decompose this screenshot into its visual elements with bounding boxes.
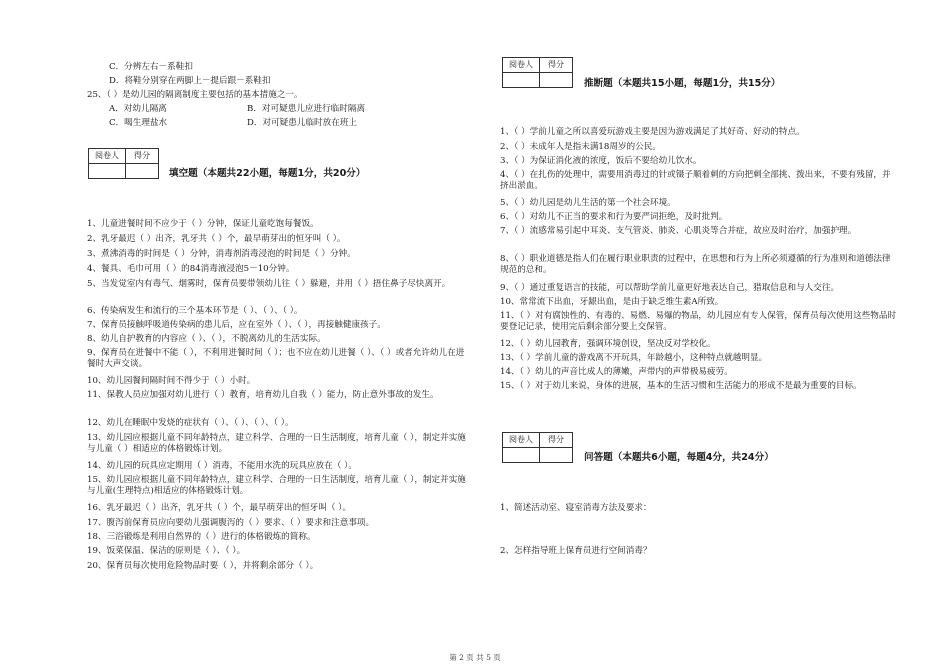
fill-question-3: 3、煮沸消毒的时间是（ ）分钟，消毒剂消毒浸泡的时间是（ ）分钟。 bbox=[87, 249, 356, 259]
question-25-option-b: B．对可疑患儿应进行临时隔离 bbox=[247, 104, 366, 114]
judge-question-15: 15、（ ）对于幼儿来说，身体的进展，基本的生活习惯和生活能力的形成不是最为重要的目标。 bbox=[500, 381, 862, 391]
reviewer-label: 阅卷人 bbox=[89, 149, 126, 164]
fill-question-5: 5、当发觉室内有毒气、烟雾时，保育员要带领幼儿往（ ）躲避，并用（ ）捂住鼻子尽快离开。 bbox=[87, 279, 451, 289]
judge-question-3: 3、（ ）为保证消化液的浓度，饭后不要给幼儿饮水。 bbox=[500, 156, 702, 166]
reviewer-cell bbox=[503, 73, 540, 88]
score-cell bbox=[540, 448, 573, 463]
judge-question-9: 9、（ ）通过重复语言的技能，可以帮助学前儿童更好地表达自己，猎取信息和与人交往。 bbox=[500, 283, 840, 293]
section-title-qa: 问答题（本题共6小题，每题4分，共24分） bbox=[584, 452, 774, 463]
score-box-qa bbox=[502, 432, 573, 463]
question-24-option-c: C．分辨左右－系鞋扣 bbox=[109, 62, 193, 72]
judge-question-8: 8、（ ）职业道德是指人们在履行职业职责的过程中，在思想和行为上所必须遵循的行为准则和道德法律规范的总和。 bbox=[500, 254, 891, 275]
score-label: 得分 bbox=[126, 149, 159, 164]
fill-question-11: 11、保教人员应加强对幼儿进行（ ）教育，培育幼儿自我（ ）能力，防止意外事故的发生。 bbox=[87, 390, 439, 400]
score-box-judge bbox=[502, 57, 573, 88]
judge-question-10: 10、常常流下出血，牙龈出血，是由于缺乏维生素A所致。 bbox=[500, 297, 724, 307]
fill-question-18: 18、三浴锻炼是利用自然界的（ ）进行的体格锻炼的简称。 bbox=[87, 532, 316, 542]
qa-question-1: 1、简述活动室、寝室消毒方法及要求： bbox=[500, 503, 652, 513]
fill-question-4: 4、餐具、毛巾可用（ ）的84消毒液浸泡5－10分钟。 bbox=[87, 264, 295, 274]
fill-question-16: 16、乳牙最迟（ ）出齐，乳牙共（ ）个，最早萌芽出的恒牙叫（ ）。 bbox=[87, 503, 352, 513]
fill-question-6: 6、传染病发生和流行的三个基本环节是（ ）、（ ）、（ ）。 bbox=[87, 306, 303, 316]
judge-question-12: 12、（ ）幼儿园教育，强调环境创设，坚决反对学校化。 bbox=[500, 339, 716, 349]
judge-question-13: 13、（ ）学前儿童的游戏离不开玩具，年龄越小，这种特点就越明显。 bbox=[500, 353, 768, 363]
fill-question-20: 20、保育员每次使用危险物品时要（ ），并将剩余部分（ ）。 bbox=[87, 561, 319, 571]
judge-question-5: 5、（ ）幼儿园是幼儿生活的第一个社会环境。 bbox=[500, 198, 676, 208]
question-24-option-d: D．将鞋分别穿在两脚上－提后跟－系鞋扣 bbox=[109, 76, 271, 86]
fill-question-19: 19、饭菜保温、保洁的原则是（ ）、（ ）。 bbox=[87, 546, 246, 556]
fill-question-7: 7、保育员接触呼吸道传染病的患儿后，应在室外（ ）、（ ），再接触健康孩子。 bbox=[87, 320, 386, 330]
page-number: 第 2 页 共 5 页 bbox=[449, 653, 501, 662]
reviewer-label: 阅卷人 bbox=[503, 433, 540, 448]
score-label: 得分 bbox=[540, 58, 573, 73]
fill-question-2: 2、乳牙最迟（ ）出齐，乳牙共（ ）个，最早萌芽出的恒牙叫（ ）。 bbox=[87, 234, 346, 244]
question-25-option-a: A．对幼儿隔离 bbox=[109, 104, 167, 114]
fill-question-12: 12、幼儿在睡眠中发烧的症状有（ ）、（ ）、（ ）、（ ）。 bbox=[87, 418, 294, 428]
score-cell bbox=[540, 73, 573, 88]
judge-question-7: 7、（ ）流感常易引起中耳炎、支气管炎、肺炎、心肌炎等合并症，故应及时治疗，加强护理。 bbox=[500, 226, 857, 236]
fill-question-1: 1、儿童进餐时间不应少于（ ）分钟，保证儿童吃饱每餐饭。 bbox=[87, 219, 319, 229]
judge-question-6: 6、（ ）对幼儿不正当的要求和行为要严词拒绝，及时批判。 bbox=[500, 212, 728, 222]
reviewer-cell bbox=[503, 448, 540, 463]
section-title-judge: 推断题（本题共15小题，每题1分，共15分） bbox=[584, 78, 781, 89]
judge-question-11: 11、（ ）对有腐蚀性的、有毒的、易燃、易爆的物品，幼儿园应有专人保管，保育员每次使用这些物品时要登记记录，使用完后剩余部分要上交保管。 bbox=[500, 311, 897, 332]
judge-question-4: 4、（ ）在扎伤的处理中，需要用消毒过的针或镊子顺着刺的方向把刺全部挑、拨出来，不要有残留，并挤出淤血。 bbox=[500, 170, 891, 191]
score-box-fill bbox=[88, 148, 159, 179]
question-25-option-d: D．对可疑患儿临时放在班上 bbox=[247, 118, 358, 128]
score-label: 得分 bbox=[540, 433, 573, 448]
fill-question-10: 10、幼儿园餐间隔时间不得少于（ ）小时。 bbox=[87, 376, 256, 386]
reviewer-label: 阅卷人 bbox=[503, 58, 540, 73]
fill-question-17: 17、腹泻前保育员应向要幼儿强调腹泻的（ ）要求、（ ）要求和注意事项。 bbox=[87, 518, 375, 528]
fill-question-15: 15、幼儿园应根据儿童不同年龄特点，建立科学、合理的一日生活制度，培育儿童（ ），制定并实施与儿童(生理特点)相适应的体格锻炼计划。 bbox=[87, 475, 466, 496]
judge-question-14: 14、（ ）幼儿的声音比成人的薄嫩，声带内的声带极易疲劳。 bbox=[500, 367, 733, 377]
fill-question-13: 13、幼儿园应根据儿童不同年龄特点，建立科学、合理的一日生活制度，培育儿童（ ），制定并实施与儿童（ ）相适应的体格锻炼计划。 bbox=[87, 433, 466, 454]
question-25-option-c: C．喝生理盐水 bbox=[109, 118, 168, 128]
section-title-fill: 填空题（本题共22小题，每题1分，共20分） bbox=[169, 168, 366, 179]
score-cell bbox=[126, 164, 159, 179]
fill-question-9: 9、保育员在进餐中不能（ ），不利用进餐时间（ ）；也不应在幼儿进餐（ ）、（ ）或者允许幼儿在进餐时大声交谈。 bbox=[87, 348, 465, 369]
judge-question-1: 1、（ ）学前儿童之所以喜爱玩游戏主要是因为游戏满足了其好奇、好动的特点。 bbox=[500, 127, 805, 137]
fill-question-8: 8、幼儿自护教育的内容应（ ）、（ ），不脱离幼儿的生活实际。 bbox=[87, 334, 326, 344]
question-25: 25、（ ）是幼儿园的隔离制度主要包括的基本措施之一。 bbox=[87, 90, 303, 100]
fill-question-14: 14、幼儿园的玩具应定期用（ ）消毒，不能用水洗的玩具应放在（ ）。 bbox=[87, 461, 357, 471]
qa-question-2: 2、怎样指导班上保育员进行空间消毒？ bbox=[500, 546, 652, 556]
reviewer-cell bbox=[89, 164, 126, 179]
judge-question-2: 2、（ ）未成年人是指未满18周岁的公民。 bbox=[500, 142, 661, 152]
